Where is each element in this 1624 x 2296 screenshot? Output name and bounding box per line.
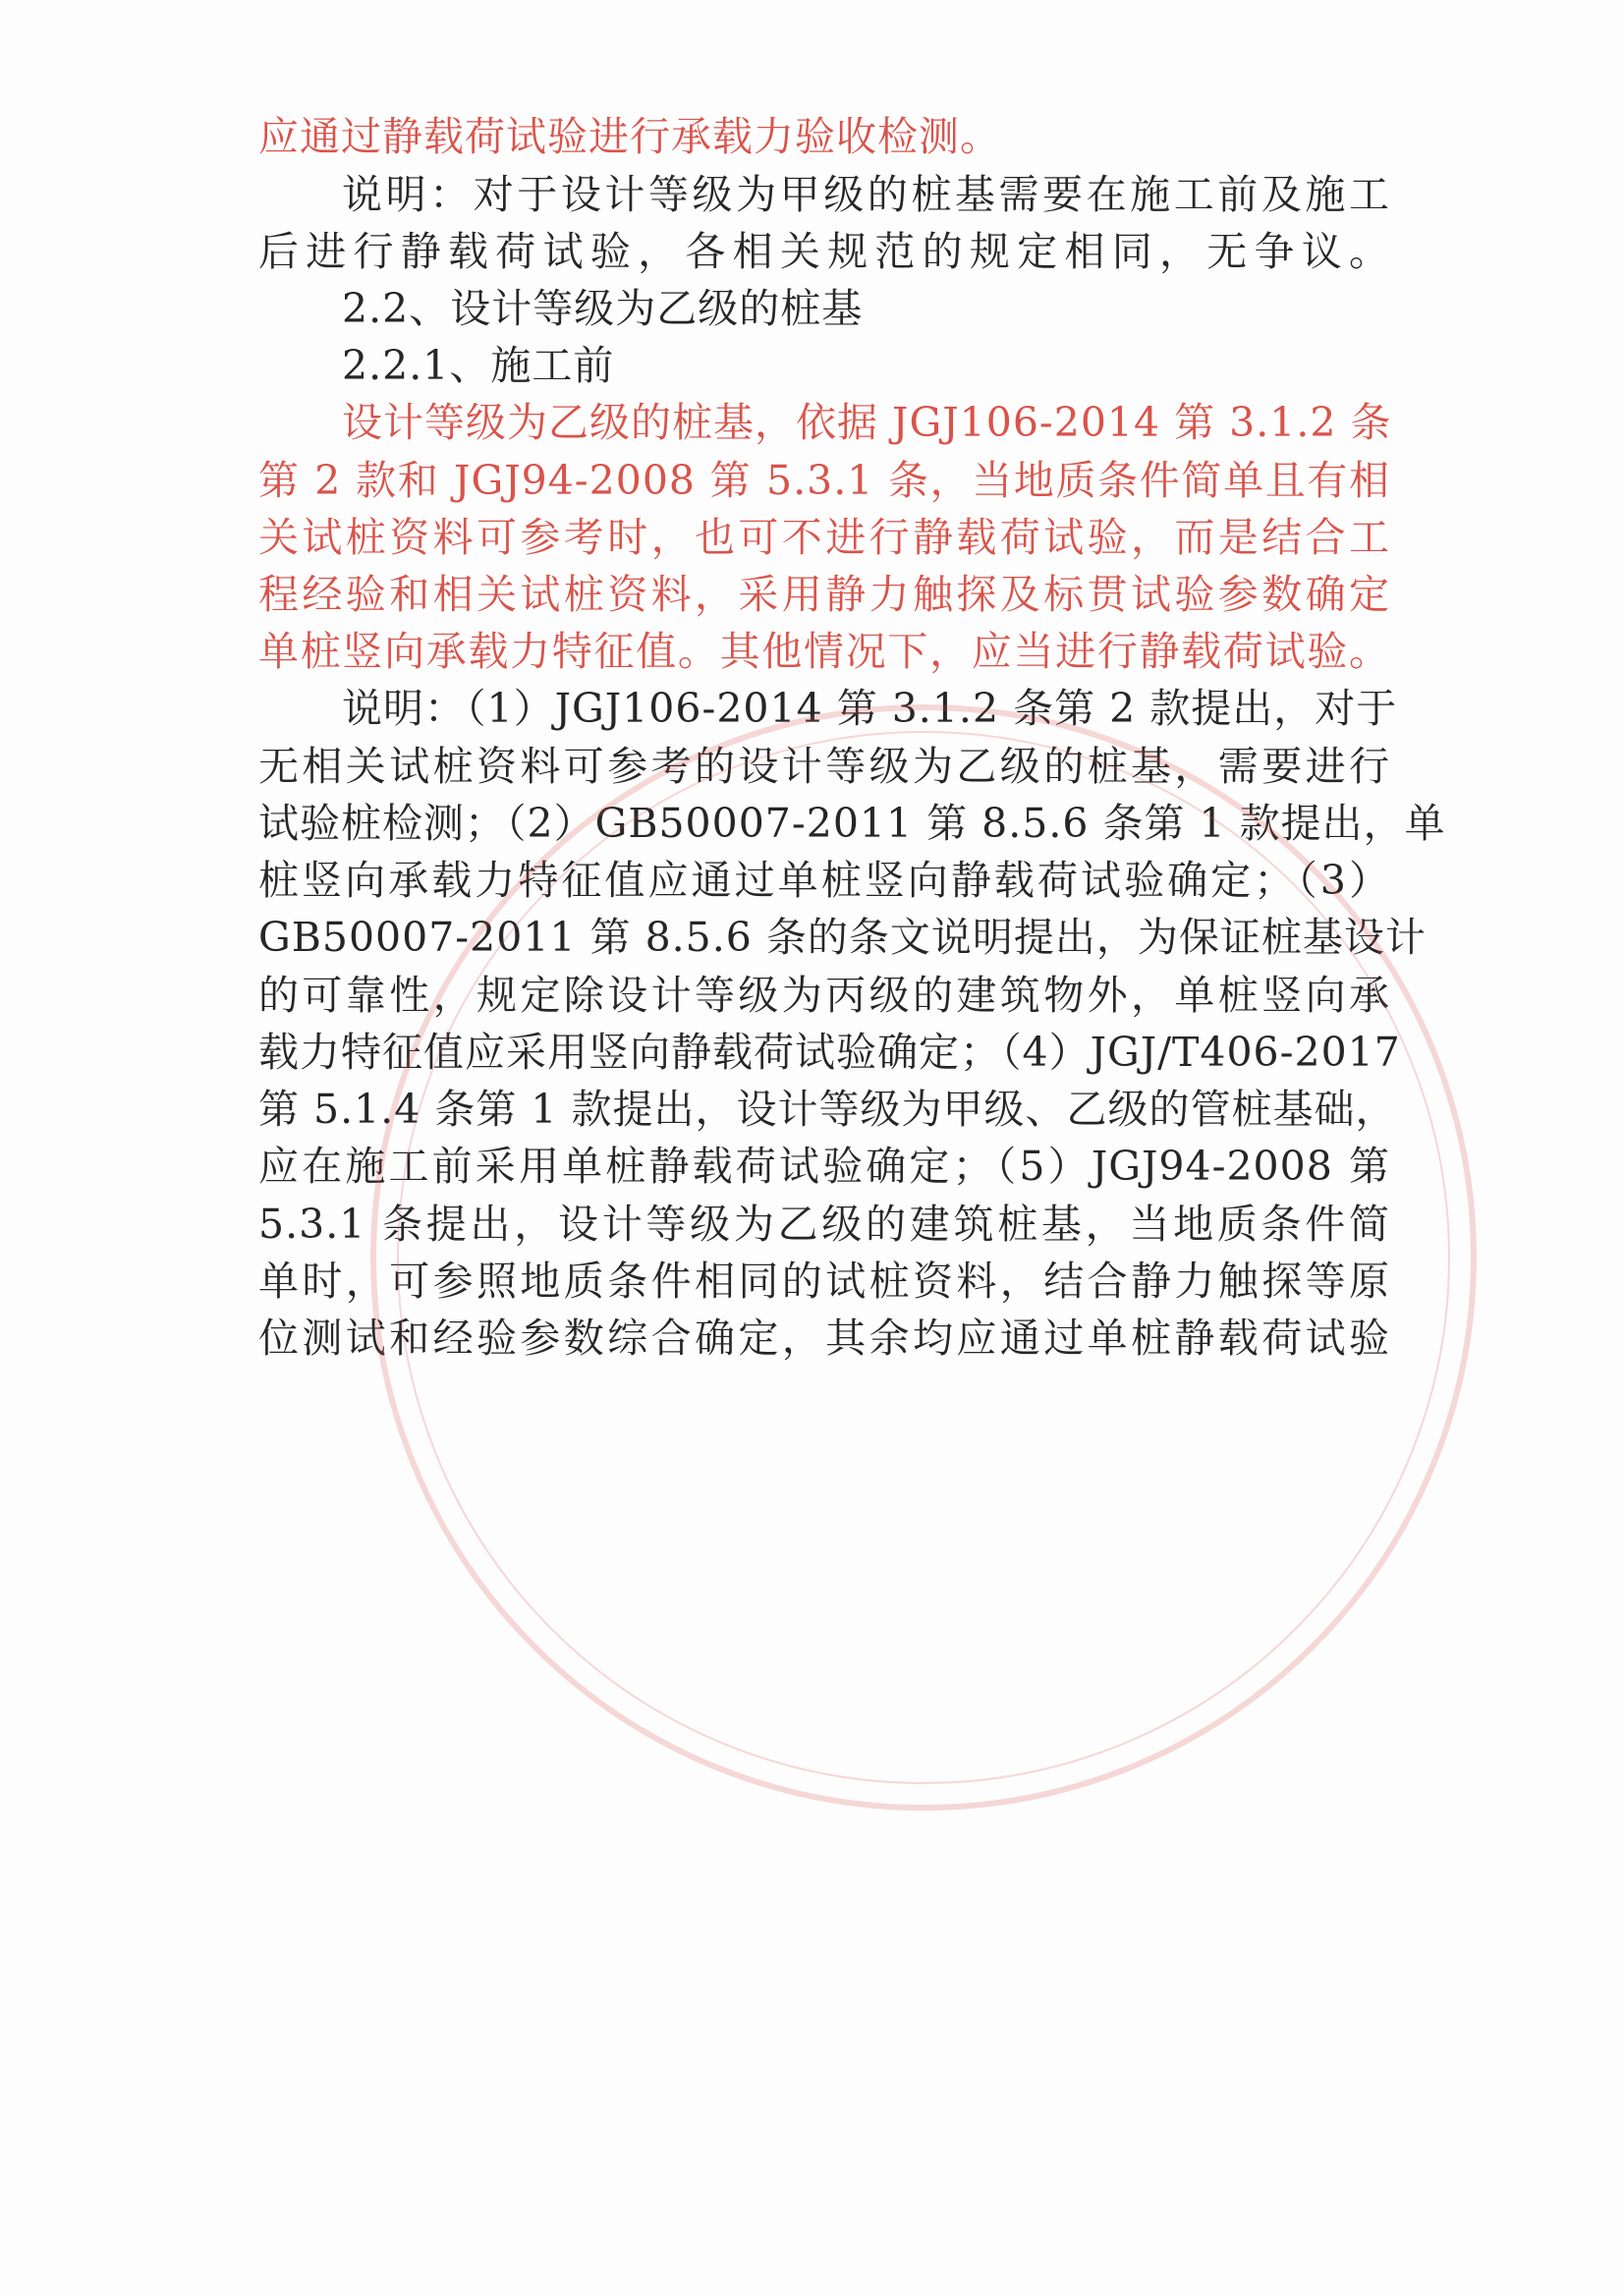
text-line-19: 应在施工前采用单桩静载荷试验确定；（5）JGJ94-2008 第 xyxy=(258,1143,1390,1190)
text-line-8: 关试桩资料可参考时，也可不进行静载荷试验，而是结合工 xyxy=(258,514,1390,561)
text-line-12: 无相关试桩资料可参考的设计等级为乙级的桩基，需要进行 xyxy=(258,743,1390,790)
text-line-17: 载力特征值应采用竖向静载荷试验确定；（4）JGJ/T406-2017 xyxy=(258,1029,1401,1076)
text-line-20: 5.3.1 条提出，设计等级为乙级的建筑桩基，当地质条件简 xyxy=(258,1201,1390,1248)
text-line-18: 第 5.1.4 条第 1 款提出，设计等级为甲级、乙级的管桩基础， xyxy=(258,1086,1397,1133)
text-line-21: 单时，可参照地质条件相同的试桩资料，结合静力触探等原 xyxy=(258,1258,1390,1305)
text-line-22: 位测试和经验参数综合确定，其余均应通过单桩静载荷试验 xyxy=(258,1315,1390,1362)
text-line-3: 后进行静载荷试验，各相关规范的规定相同，无争议。 xyxy=(258,228,1390,275)
text-line-15: GB50007-2011 第 8.5.6 条的条文说明提出，为保证桩基设计 xyxy=(258,914,1427,961)
text-line-7: 第 2 款和 JGJ94-2008 第 5.3.1 条，当地质条件简单且有相 xyxy=(258,457,1390,504)
text-line-10: 单桩竖向承载力特征值。其他情况下，应当进行静载荷试验。 xyxy=(258,628,1390,675)
text-line-9: 程经验和相关试桩资料，采用静力触探及标贯试验参数确定 xyxy=(258,571,1390,618)
text-line-11: 说明：（1）JGJ106-2014 第 3.1.2 条第 2 款提出，对于 xyxy=(342,685,1398,732)
section-heading-2-2: 2.2、设计等级为乙级的桩基 xyxy=(342,285,864,332)
text-line-1: 应通过静载荷试验进行承载力验收检测。 xyxy=(258,113,1001,160)
text-line-16: 的可靠性，规定除设计等级为丙级的建筑物外，单桩竖向承 xyxy=(258,972,1390,1019)
text-line-14: 桩竖向承载力特征值应通过单桩竖向静载荷试验确定；（3） xyxy=(258,857,1390,904)
text-line-6: 设计等级为乙级的桩基，依据 JGJ106-2014 第 3.1.2 条 xyxy=(342,399,1392,446)
section-heading-2-2-1: 2.2.1、施工前 xyxy=(342,342,615,389)
text-line-13: 试验桩检测；（2）GB50007-2011 第 8.5.6 条第 1 款提出，单 xyxy=(258,800,1446,847)
text-line-2: 说明：对于设计等级为甲级的桩基需要在施工前及施工 xyxy=(342,171,1390,218)
